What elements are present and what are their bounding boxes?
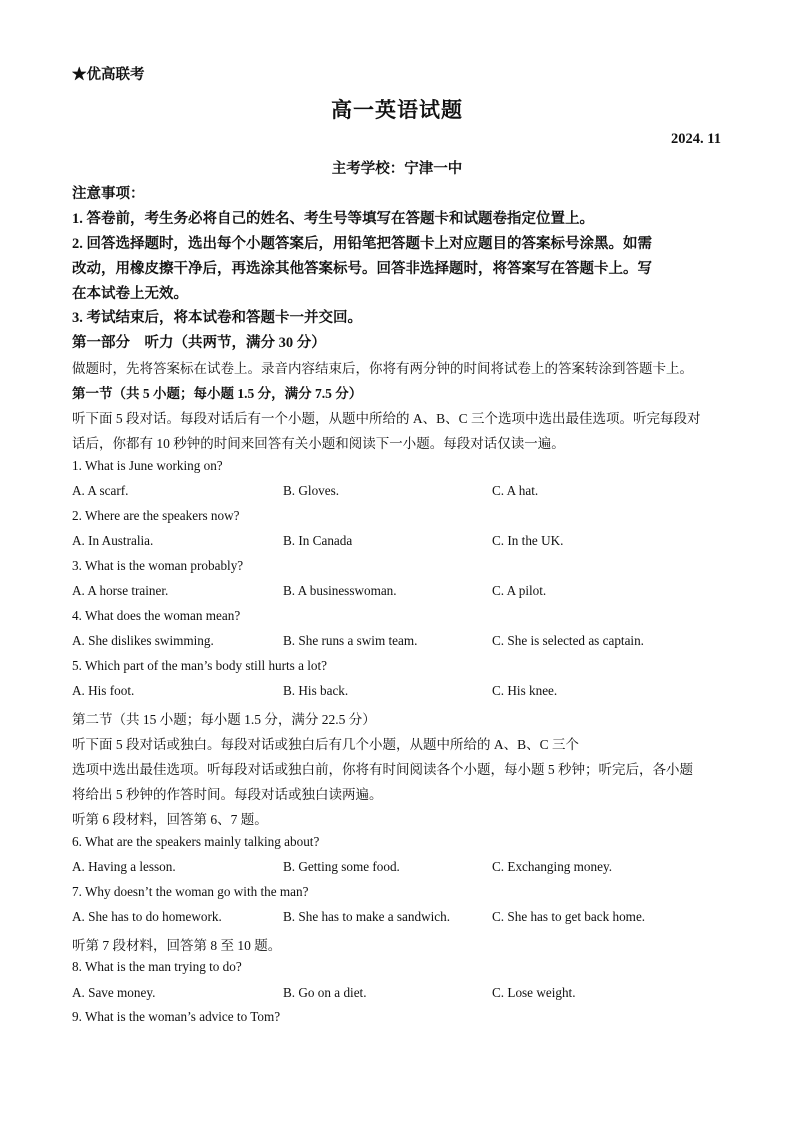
question-1: 1. What is June working on?	[72, 458, 223, 473]
question-9: 9. What is the woman’s advice to Tom?	[72, 1009, 281, 1024]
section1-instruction: 话后，你都有 10 秒钟的时间来回答有关小题和阅读下一小题。每段对话仅读一遍。	[72, 436, 565, 451]
section1-instruction: 听下面 5 段对话。每段对话后有一个小题，从题中所给的 A、B、C 三个选项中选出最佳选项。听完每段对	[72, 411, 701, 426]
exam-date: 2024. 11	[671, 131, 721, 147]
option-c: C. In the UK.	[492, 533, 564, 548]
option-a: A. In Australia.	[72, 533, 154, 548]
option-a: A. She has to do homework.	[72, 909, 222, 924]
host-school: 主考学校：宁津一中	[331, 161, 463, 177]
option-a: A. Having a lesson.	[72, 859, 176, 874]
section2-title: 第二节（共 15 小题；每小题 1.5 分，满分 22.5 分）	[72, 712, 376, 727]
option-b: B. Gloves.	[283, 483, 340, 498]
option-b: B. She has to make a sandwich.	[283, 909, 451, 924]
material-6-note: 听第 6 段材料，回答第 6、7 题。	[72, 812, 268, 827]
question-7: 7. Why doesn’t the woman go with the man?	[72, 884, 309, 899]
option-b: B. His back.	[283, 683, 349, 698]
notice-line: 3. 考试结束后，将本试卷和答题卡一并交回。	[72, 310, 362, 326]
part1-intro: 做题时，先将答案标在试卷上。录音内容结束后，你将有两分钟的时间将试卷上的答案转涂到答题卡上。	[72, 361, 693, 376]
option-c: C. A hat.	[492, 483, 539, 498]
question-8: 8. What is the man trying to do?	[72, 959, 242, 974]
exam-brand: ★优高联考	[72, 67, 145, 83]
material-7-note: 听第 7 段材料，回答第 8 至 10 题。	[72, 938, 282, 953]
question-6: 6. What are the speakers mainly talking about?	[72, 834, 320, 849]
option-b: B. In Canada	[283, 533, 353, 548]
option-a: A. She dislikes swimming.	[72, 633, 214, 648]
section2-instruction: 听下面 5 段对话或独白。每段对话或独白后有几个小题，从题中所给的 A、B、C 三个	[72, 737, 580, 752]
option-a: A. A scarf.	[72, 483, 129, 498]
part1-title: 第一部分 听力（共两节，满分 30 分）	[72, 335, 326, 351]
option-b: B. Go on a diet.	[283, 985, 367, 1000]
notice-line: 2. 回答选择题时，选出每个小题答案后，用铅笔把答题卡上对应题目的答案标号涂黑。如需	[72, 236, 652, 252]
question-3: 3. What is the woman probably?	[72, 558, 244, 573]
notice-line: 在本试卷上无效。	[72, 286, 188, 302]
option-c: C. Exchanging money.	[492, 859, 613, 874]
option-b: B. Getting some food.	[283, 859, 400, 874]
option-c: C. A pilot.	[492, 583, 547, 598]
option-c: C. His knee.	[492, 683, 558, 698]
question-5: 5. Which part of the man’s body still hurts a lot?	[72, 658, 328, 673]
question-4: 4. What does the woman mean?	[72, 608, 241, 623]
section2-instruction: 选项中选出最佳选项。听每段对话或独白前，你将有时间阅读各个小题，每小题 5 秒钟；听完后，各小题	[72, 762, 693, 777]
option-a: A. A horse trainer.	[72, 583, 169, 598]
option-c: C. Lose weight.	[492, 985, 576, 1000]
option-b: B. She runs a swim team.	[283, 633, 418, 648]
option-b: B. A businesswoman.	[283, 583, 397, 598]
option-c: C. She has to get back home.	[492, 909, 646, 924]
option-a: A. Save money.	[72, 985, 156, 1000]
page-title: 高一英语试题	[331, 98, 463, 122]
notice-line: 1. 答卷前，考生务必将自己的姓名、考生号等填写在答题卡和试题卷指定位置上。	[72, 211, 594, 227]
option-c: C. She is selected as captain.	[492, 633, 644, 648]
question-2: 2. Where are the speakers now?	[72, 508, 240, 523]
section2-instruction: 将给出 5 秒钟的作答时间。每段对话或独白读两遍。	[72, 787, 383, 802]
notice-heading: 注意事项：	[72, 186, 145, 202]
option-a: A. His foot.	[72, 683, 135, 698]
notice-line: 改动，用橡皮擦干净后，再选涂其他答案标号。回答非选择题时，将答案写在答题卡上。写	[72, 261, 652, 277]
section1-title: 第一节（共 5 小题；每小题 1.5 分，满分 7.5 分）	[72, 386, 363, 401]
